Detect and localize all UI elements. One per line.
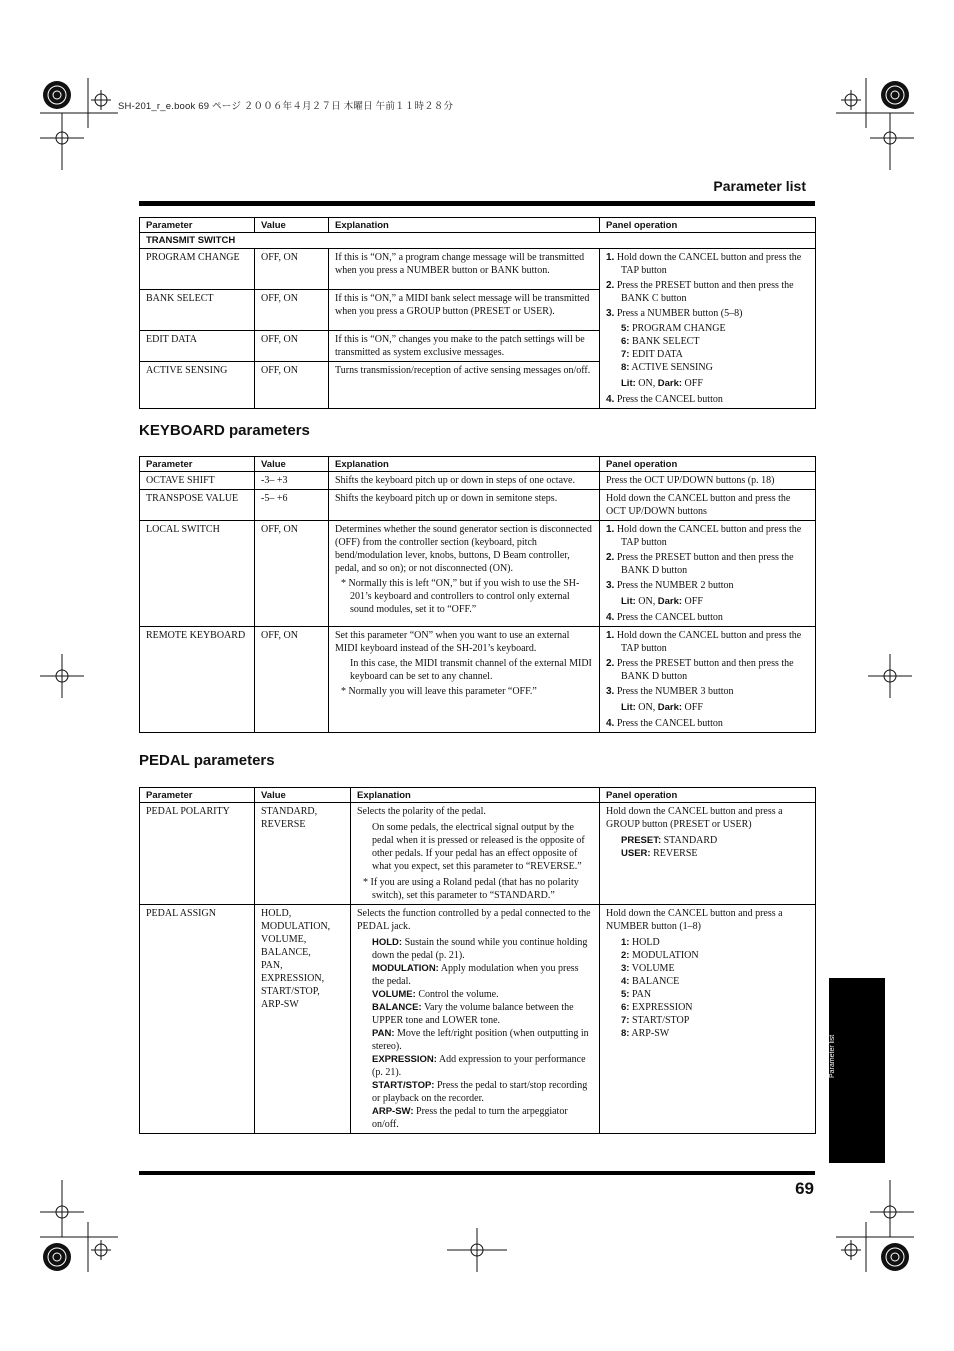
table-row (140, 521, 816, 627)
col-value: Value (255, 457, 329, 472)
page-header-title: Parameter list (713, 178, 806, 194)
param-name: TRANSPOSE VALUE (140, 490, 255, 521)
param-name: PEDAL ASSIGN (140, 905, 255, 1134)
panel-operation: Hold down the CANCEL button and press a NUMBER button (1–8) 1: HOLD 2: MODULATION 3: VOLUME 4: BALANCE 5: PAN 6: EXPRESSION 7: START/STOP 8: ARP-SW (600, 905, 816, 1134)
file-info-line: SH-201_r_e.book 69 ページ ２００６年４月２７日 木曜日 午前１１時２８分 (118, 101, 454, 112)
table-row (140, 803, 816, 905)
col-value: Value (255, 218, 329, 233)
param-explanation: Set this parameter “ON” when you want to use an external MIDI keyboard instead of the SH-201’s keyboard. In this case, the MIDI transmit channel of the external MIDI keyboard can be set to any channel. * Normally you will leave this parameter “OFF.” (329, 627, 600, 733)
param-value: -5– +6 (255, 490, 329, 521)
header-rule (139, 201, 815, 206)
param-name: PROGRAM CHANGE (140, 249, 255, 290)
param-name: EDIT DATA (140, 331, 255, 362)
param-name: REMOTE KEYBOARD (140, 627, 255, 733)
col-parameter: Parameter (140, 788, 255, 803)
col-panel-operation: Panel operation (600, 457, 816, 472)
param-explanation: Selects the function controlled by a pedal connected to the PEDAL jack. HOLD: Sustain the sound while you continue holding down the pedal (p. 21). MODULATION: Apply modulation when you press the pedal. VOLUME: Control the volume. BALANCE: Vary the volume balance between the UPPER tone and LOWER tone. PAN: Move the left/right position (when outputting in stereo). EXPRESSION: Add expression to your performance (p. 21). START/STOP: Press the pedal to start/stop recording or playback on the recorder. ARP-SW: Press the pedal to turn the arpeggiator on/off. (351, 905, 600, 1134)
table-row (140, 905, 816, 1134)
col-panel-operation: Panel operation (600, 218, 816, 233)
param-explanation: If this is “ON,” changes you make to the patch settings will be transmitted as system exclusive messages. (329, 331, 600, 362)
param-explanation: If this is “ON,” a program change message will be transmitted when you press a NUMBER button or BANK button. (329, 249, 600, 290)
param-name: PEDAL POLARITY (140, 803, 255, 905)
keyboard-heading: KEYBOARD parameters (139, 422, 310, 439)
panel-operation: 1. Hold down the CANCEL button and press the TAP button 2. Press the PRESET button and then press the BANK C button 3. Press a NUMBER button (5–8) 5: PROGRAM CHANGE 6: BANK SELECT 7: EDIT DATA 8: ACTIVE SENSING Lit: ON, Dark: OFF 4. Press the CANCEL button (600, 249, 816, 409)
param-explanation: Shifts the keyboard pitch up or down in semitone steps. (329, 490, 600, 521)
param-explanation: Turns transmission/reception of active sensing messages on/off. (329, 362, 600, 409)
panel-operation: Press the OCT UP/DOWN buttons (p. 18) (600, 472, 816, 490)
table-row (140, 490, 816, 521)
param-value: -3– +3 (255, 472, 329, 490)
param-explanation: Determines whether the sound generator section is disconnected (OFF) from the controller section (keyboard, pitch bend/modulation lever, knobs, buttons, D Beam controller, pedal, and so on); or not disconnected (ON). * Normally this is left “ON,” but if you wish to use the SH-201’s keyboard and controllers to control only external sound modules, set it to “OFF.” (329, 521, 600, 627)
side-tab-label: Parameter list (829, 1034, 836, 1078)
param-value: OFF, ON (255, 249, 329, 290)
param-name: LOCAL SWITCH (140, 521, 255, 627)
keyboard-table (139, 456, 816, 733)
table-row (140, 627, 816, 733)
col-explanation: Explanation (329, 457, 600, 472)
table-header-row (140, 218, 816, 233)
col-value: Value (255, 788, 351, 803)
pedal-heading: PEDAL parameters (139, 752, 275, 769)
param-value: OFF, ON (255, 521, 329, 627)
param-explanation: If this is “ON,” a MIDI bank select message will be transmitted when you press a GROUP button (PRESET or USER). (329, 290, 600, 331)
panel-operation: 1. Hold down the CANCEL button and press the TAP button 2. Press the PRESET button and then press the BANK D button 3. Press the NUMBER 3 button Lit: ON, Dark: OFF 4. Press the CANCEL button (600, 627, 816, 733)
page-number: 69 (795, 1179, 814, 1198)
group-label: TRANSMIT SWITCH (140, 233, 816, 249)
col-parameter: Parameter (140, 218, 255, 233)
param-explanation: Shifts the keyboard pitch up or down in steps of one octave. (329, 472, 600, 490)
param-value: STANDARD, REVERSE (255, 803, 351, 905)
param-name: BANK SELECT (140, 290, 255, 331)
col-panel-operation: Panel operation (600, 788, 816, 803)
table-row (140, 472, 816, 490)
pedal-table (139, 787, 816, 1134)
param-value: OFF, ON (255, 627, 329, 733)
param-value: OFF, ON (255, 331, 329, 362)
param-explanation: Selects the polarity of the pedal. On some pedals, the electrical signal output by the pedal when it is pressed or released is the opposite of other pedals. If your pedal has an effect opposite of what you expect, set this parameter to “REVERSE.” * If you are using a Roland pedal (that has no polarity switch), set this parameter to “STANDARD.” (351, 803, 600, 905)
table-header-row (140, 457, 816, 472)
panel-operation: Hold down the CANCEL button and press a GROUP button (PRESET or USER) PRESET: STANDARD USER: REVERSE (600, 803, 816, 905)
param-value: OFF, ON (255, 362, 329, 409)
footer-rule (139, 1171, 815, 1175)
panel-operation: 1. Hold down the CANCEL button and press the TAP button 2. Press the PRESET button and then press the BANK D button 3. Press the NUMBER 2 button Lit: ON, Dark: OFF 4. Press the CANCEL button (600, 521, 816, 627)
panel-operation: Hold down the CANCEL button and press the OCT UP/DOWN buttons (600, 490, 816, 521)
col-explanation: Explanation (329, 218, 600, 233)
table-header-row (140, 788, 816, 803)
col-parameter: Parameter (140, 457, 255, 472)
group-row (140, 233, 816, 249)
param-name: OCTAVE SHIFT (140, 472, 255, 490)
table-row (140, 249, 816, 290)
param-name: ACTIVE SENSING (140, 362, 255, 409)
param-value: OFF, ON (255, 290, 329, 331)
transmit-switch-table (139, 217, 816, 409)
param-value: HOLD, MODULATION, VOLUME, BALANCE, PAN, EXPRESSION, START/STOP, ARP-SW (255, 905, 351, 1134)
col-explanation: Explanation (351, 788, 600, 803)
